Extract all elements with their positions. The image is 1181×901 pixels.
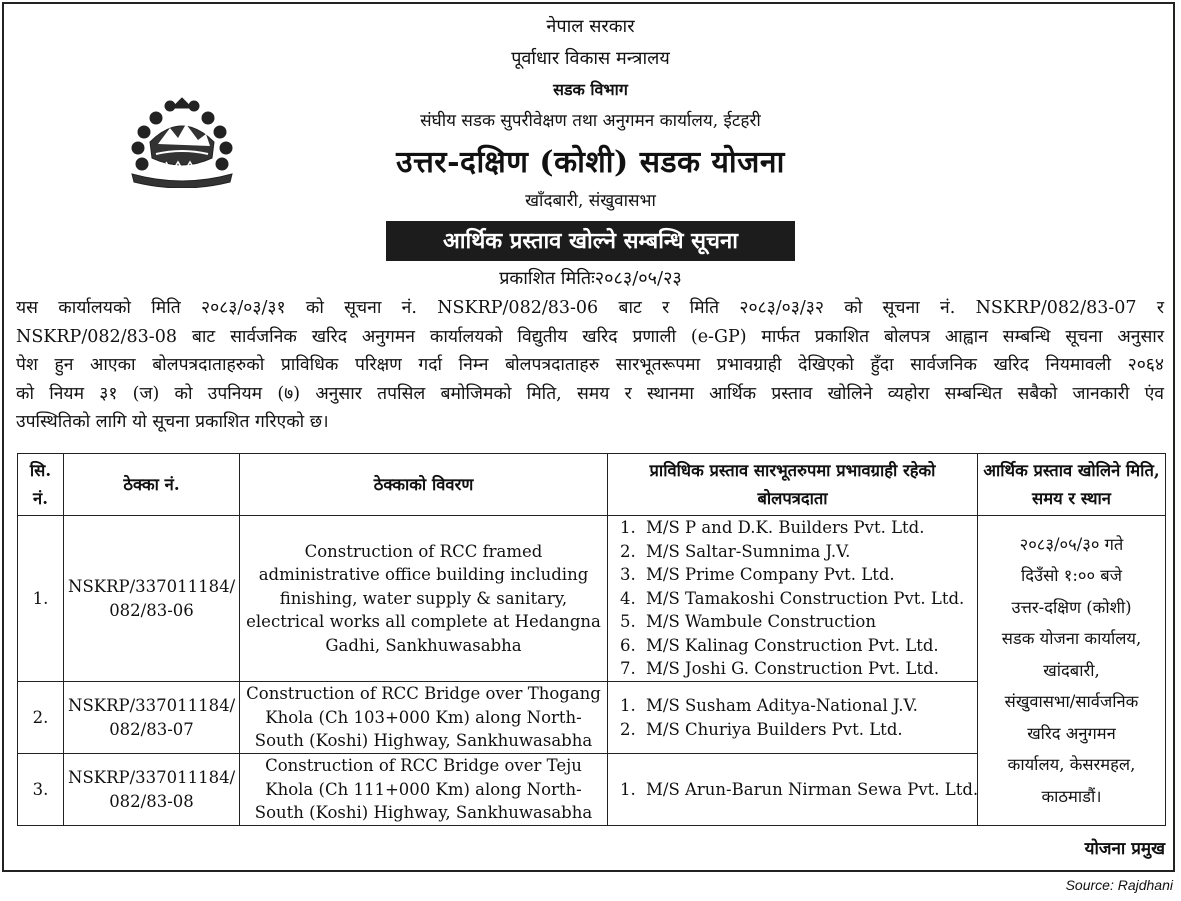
opening-line: संखुवासभा/सार्वजनिक [1004,692,1139,712]
bidder-list [612,778,979,802]
row-sn: 2. [18,682,64,754]
government-name: नेपाल सरकार [546,16,635,37]
source-credit: Source: Rajdhani [1065,877,1173,893]
body-line: उपस्थितिको लागि यो सूचना प्रकाशित गरिएको छ। [16,412,329,433]
row-description: Construction of RCC Bridge over Thogang Khola (Ch 103+000 Km) along North-South (Koshi) Highway, Sankhuwasabha [240,682,608,754]
list-item: 1. M/S P and D.K. Builders Pvt. Ltd. [620,518,925,538]
list-item: 1. M/S Arun-Barun Nirman Sewa Pvt. Ltd. [620,779,979,799]
project-location: खाँदबारी, संखुवासभा [525,191,656,211]
body-line: को नियम ३१ (ज) को उपनियम (७) अनुसार तपसिल बमोजिमको मिति, समय र स्थानमा आर्थिक प्रस्ताव खोलिने व्यहोरा सम्बन्धित सबैको जानकारी एंव [16,383,1164,404]
office-name: संघीय सडक सुपरीवेक्षण तथा अनुगमन कार्यालय, ईटहरी [420,111,761,131]
row-contract-no [64,516,240,682]
contract-no-line: NSKRP/337011184/ [68,696,236,715]
opening-line: सडक योजना कार्यालय, [1001,629,1142,649]
row-description: Construction of RCC framed administrative office building including finishing, water supply & sanitary, electrical works all complete at Hedangna Gadhi, Sankhuwasabha [240,516,608,682]
opening-date-place [978,516,1166,826]
row-contract-no [64,682,240,754]
contract-no-line: NSKRP/337011184/ [68,577,236,596]
contract-no-line: 082/83-08 [109,791,194,811]
bidder-list [612,694,973,741]
contract-no-line: NSKRP/337011184/ [68,768,236,787]
header-sn: सि. नं. [18,454,64,516]
opening-line: काठमाडौं। [1041,786,1102,806]
row-sn: 3. [18,754,64,826]
contracts-table [17,453,1166,826]
header-description: ठेक्काको विवरण [240,454,608,516]
opening-line: खरिद अनुगमन [1027,723,1116,743]
list-item: 5. M/S Wambule Construction [620,612,876,632]
table-row [18,516,1166,682]
header-contract-no: ठेक्का नं. [64,454,240,516]
notice-body [16,294,1164,437]
list-item: 3. M/S Prime Company Pvt. Ltd. [620,565,895,585]
row-description: Construction of RCC Bridge over Teju Khola (Ch 111+000 Km) along North-South (Koshi) Highway, Sankhuwasabha [240,754,608,826]
contract-no-line: 082/83-06 [109,600,194,620]
notice-title-banner: आर्थिक प्रस्ताव खोल्ने सम्बन्धि सूचना [386,221,795,261]
published-date: प्रकाशित मितिः२०८३/०५/२३ [499,268,682,289]
list-item: 2. M/S Saltar-Sumnima J.V. [620,541,851,561]
list-item: 2. M/S Churiya Builders Pvt. Ltd. [620,719,903,739]
row-bidders [608,516,978,682]
opening-line: २०८३/०५/३० गते [1019,534,1124,554]
opening-line: उत्तर-दक्षिण (कोशी) [1011,597,1132,617]
row-sn: 1. [18,516,64,682]
table-header-row [18,454,1166,516]
body-line: यस कार्यालयको मिति २०८३/०३/३१ को सूचना नं. NSKRP/082/83-06 बाट र मिति २०८३/०३/३२ को सूचना नं. NSKRP/082/83-07 र [16,298,1164,318]
bidder-list [612,516,973,681]
ministry-name: पूर्वाधार विकास मन्त्रालय [511,48,670,69]
signature-title: योजना प्रमुख [1084,839,1165,859]
row-contract-no [64,754,240,826]
list-item: 4. M/S Tamakoshi Construction Pvt. Ltd. [620,588,965,608]
opening-line: खांदबारी, [1043,660,1100,680]
project-title: उत्तर-दक्षिण (कोशी) सडक योजना [396,145,785,180]
department-name: सडक विभाग [553,80,628,99]
contract-no-line: 082/83-07 [109,719,194,739]
body-line: पेश हुन आएका बोलपत्रदाताहरुको प्राविधिक परिक्षण गर्दा निम्न बोलपत्रदाताहरु सारभूतरूपमा प्रभावग्राही देखिएको हुँदा सार्वजनिक खरिद नियमावली २०६४ [16,355,1164,376]
header-opening: आर्थिक प्रस्ताव खोलिने मिति, समय र स्थान [978,454,1166,516]
list-item: 6. M/S Kalinag Construction Pvt. Ltd. [620,635,939,655]
row-bidders [608,682,978,754]
opening-line: दिउँसो १:०० बजे [1021,566,1122,586]
opening-line: कार्यालय, केसरमहल, [1007,755,1136,775]
body-line: NSKRP/082/83-08 बाट सार्वजनिक खरिद अनुगमन कार्यालयको विद्युतीय खरिद प्रणाली (e-GP) मार्फत प्रकाशित बोलपत्र आह्वान सम्बन्धि सूचना अनुसार [16,326,1164,347]
row-bidders [608,754,978,826]
list-item: 7. M/S Joshi G. Construction Pvt. Ltd. [620,659,939,679]
list-item: 1. M/S Susham Aditya-National J.V. [620,696,918,715]
header-bidders: प्राविधिक प्रस्ताव सारभूतरुपमा प्रभावग्राही रहेको बोलपत्रदाता [608,454,978,516]
